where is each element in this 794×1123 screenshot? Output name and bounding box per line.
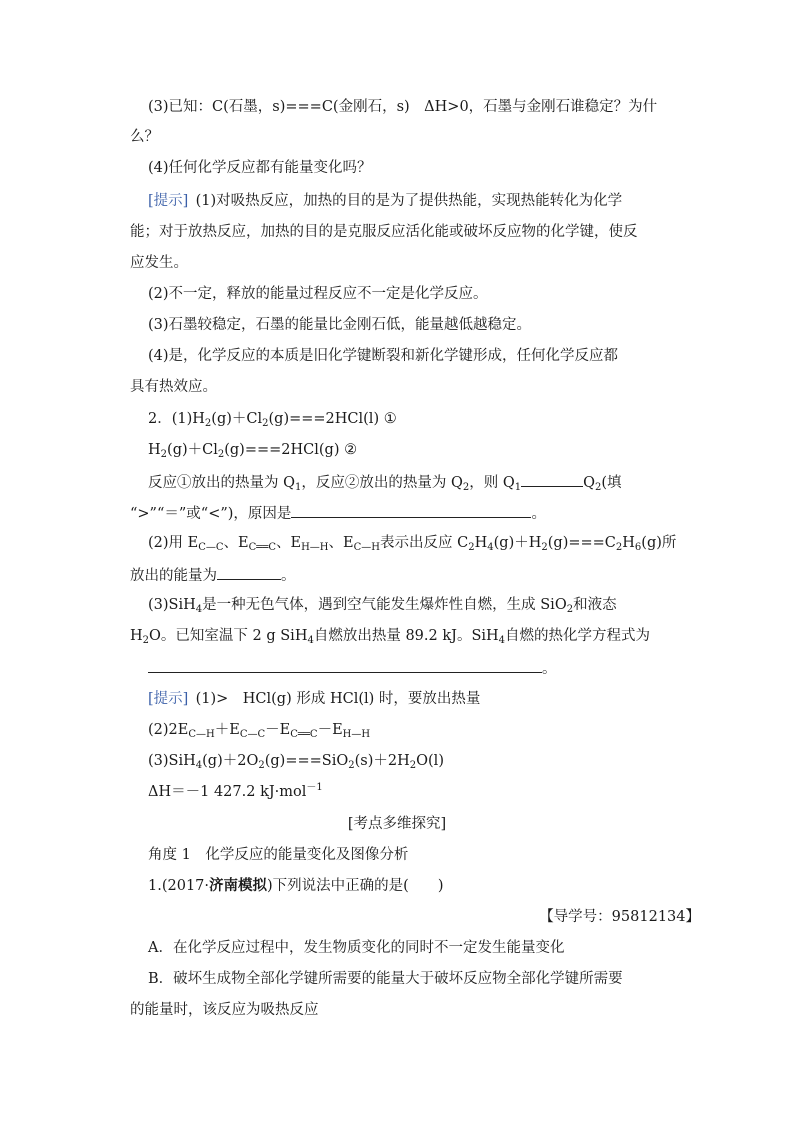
answer-1-line-2: 能；对于放热反应，加热的目的是克服反应活化能或破坏反应物的化学键，使反	[130, 224, 638, 240]
equation-1: 2．$(1)H_2(g)+Cl_2(g)===2HCl(l)$ ①	[148, 411, 397, 429]
question-1-stem: 1.(2017·济南模拟)下列说法中正确的是( )	[148, 877, 444, 894]
hint-2-1: [提示] (1)> HCl(g) 形成 HCl(l) 时，要放出热量	[148, 691, 481, 707]
question-2-3-line-2: $H_2O$。已知室温下 2 g SiH$_4$自燃放出热量 89.2 kJ。SiH$_4$自燃的热化学方程式为	[130, 628, 651, 646]
question-2-2-line-1: (2)用 $E_{C—C}$、$E_{C══C}$、$E_{H—H}$、$E_{C—H}$表示出反应 $C_2H_4(g)+H_2(g)===C_2H_6(g)$所	[148, 535, 677, 553]
option-b-line-1: B．破坏生成物全部化学键所需要的能量大于破坏反应物全部化学键所需要	[148, 971, 623, 987]
reason-blank[interactable]	[291, 501, 531, 518]
answer-4-line-2: 具有热效应。	[130, 379, 217, 395]
answer-3: (3)石墨较稳定，石墨的能量比金刚石低，能量越低越稳定。	[148, 317, 532, 333]
angle-heading: 角度 1 化学反应的能量变化及图像分析	[148, 847, 409, 863]
option-b-line-2: 的能量时，该反应为吸热反应	[130, 1002, 319, 1018]
hint-2-3: $(3)SiH_4(g)+2O_2(g)===SiO_2(s)+2H_2O(l)$	[148, 753, 444, 771]
question-3-line-1: (3)已知：C(石墨，s)===C(金刚石，s) ΔH>0，石墨与金刚石谁稳定？为什	[148, 99, 658, 115]
question-2-2-line-2: 放出的能量为 。	[130, 563, 296, 587]
compare-blank[interactable]	[521, 470, 583, 487]
hint-2-2: $(2)2E_{C—H}+E_{C—C}-E_{C══C}-E_{H—H}$	[148, 722, 371, 740]
answer-1-line-1: [提示] (1)对吸热反应，加热的目的是为了提供热能，实现热能转化为化学	[148, 193, 623, 209]
question-2-1-line-1: 反应①放出的热量为 $Q_1$，反应②放出的热量为 $Q_2$，则 $Q_1$ $Q_2$(填	[148, 470, 622, 494]
delta-h-value: ΔH＝－1 427.2 kJ·mol$^{-1}$	[148, 782, 323, 800]
hint-label: [提示]	[148, 193, 189, 209]
option-a: A．在化学反应过程中，发生物质变化的同时不一定发生能量变化	[148, 940, 565, 956]
answer-2: (2)不一定，释放的能量过程反应不一定是化学反应。	[148, 286, 488, 302]
question-3-line-2: 么？	[130, 129, 159, 145]
question-2-1-line-2: “>”“＝”或“<”)，原因是 。	[130, 501, 546, 525]
question-4: (4)任何化学反应都有能量变化吗？	[148, 160, 372, 176]
answer-4-line-1: (4)是，化学反应的本质是旧化学键断裂和新化学键形成，任何化学反应都	[148, 348, 619, 364]
question-2-3-line-1: (3)SiH$_4$是一种无色气体，遇到空气能发生爆炸性自燃，生成 SiO$_2$和液态	[148, 597, 617, 615]
equation-blank[interactable]	[148, 656, 542, 673]
energy-blank[interactable]	[217, 563, 281, 580]
guide-number: 【导学号：95812134】	[539, 909, 700, 925]
equation-2: $H_2(g)+Cl_2(g)===2HCl(g)$ ②	[148, 442, 358, 460]
section-title: [考点多维探究]	[347, 816, 447, 832]
answer-1-line-3: 应发生。	[130, 255, 188, 271]
question-2-3-line-3: 。	[148, 656, 557, 680]
